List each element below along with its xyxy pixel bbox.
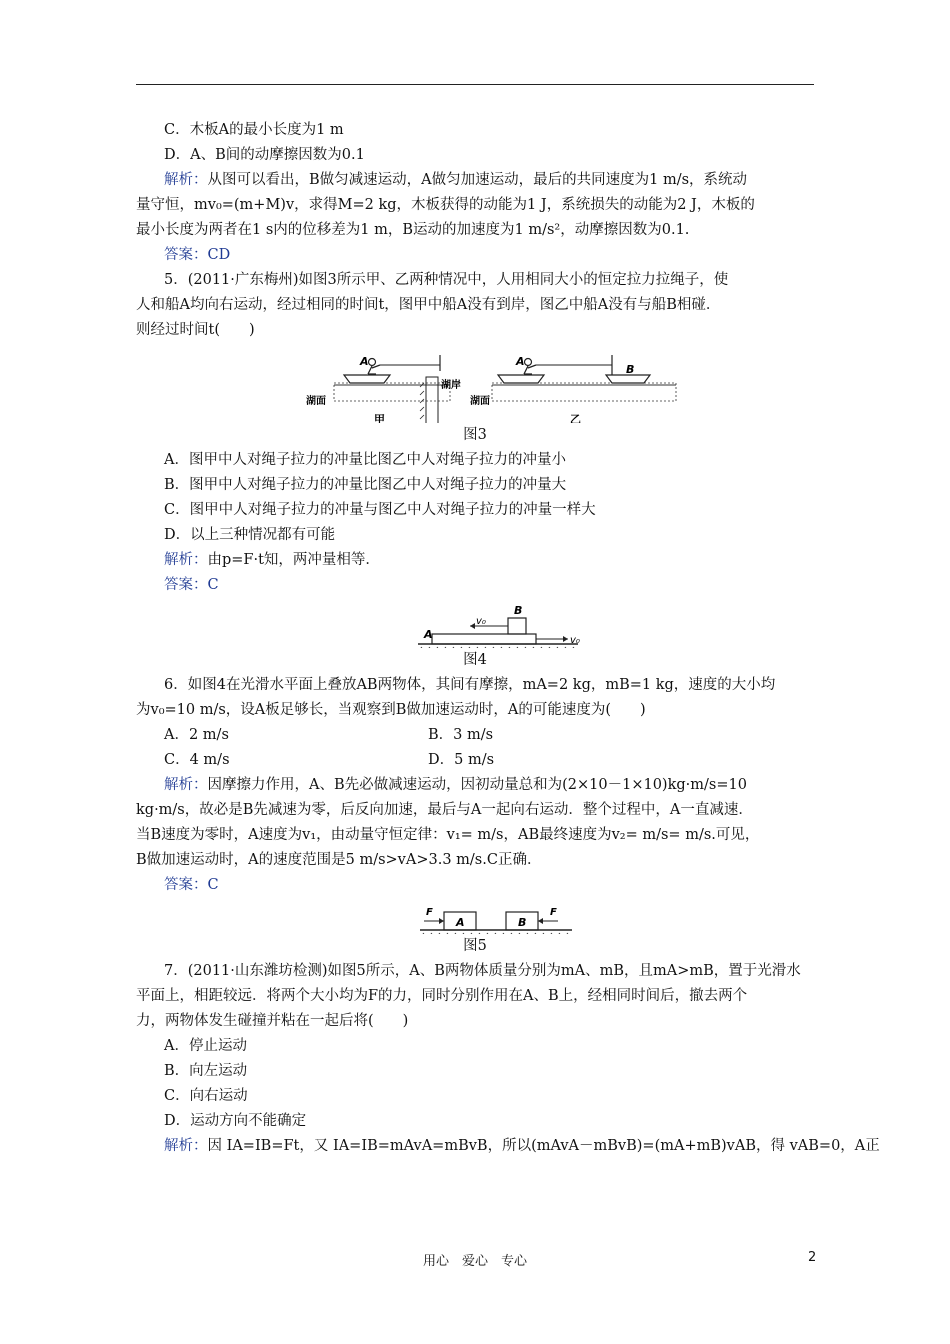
q4-option-d: D．A、B间的动摩擦因数为0.1 xyxy=(164,147,365,163)
q5-stem-line-1: 5．(2011·广东梅州)如图3所示甲、乙两种情况中，人用相同大小的恒定拉力拉绳子，使 xyxy=(164,272,729,288)
label-shore: 湖岸 xyxy=(441,380,461,391)
label-a-yi: A xyxy=(516,355,525,368)
figure-5 xyxy=(136,898,814,934)
figure-4 xyxy=(136,598,814,648)
diagram-yi xyxy=(470,355,676,423)
q7-stem-line-2: 平面上，相距较远．将两个大小均为F的力，同时分别作用在A、B上，经相同时间后，撤去两个 xyxy=(136,988,748,1004)
fig4-label-v0-left: v₀ xyxy=(476,616,486,627)
q7-stem-line-1: 7．(2011·山东潍坊检测)如图5所示，A、B两物体质量分别为mA、mB，且mA>mB，置于光滑水 xyxy=(164,963,801,979)
person-jia xyxy=(369,359,376,366)
water-jia xyxy=(334,383,450,401)
page-content xyxy=(136,118,880,1159)
label-yi: 乙 xyxy=(570,413,581,423)
q6-options-row-2: C．4 m/s D．5 m/s xyxy=(164,752,495,768)
label-jia: 甲 xyxy=(374,413,385,423)
q5-stem-line-3: 则经过时间t( ) xyxy=(136,322,255,338)
q5-stem-line-2: 人和船A均向右运动，经过相同的时间t，图甲中船A没有到岸，图乙中船A没有与船B相碰． xyxy=(136,297,721,313)
q4-analysis-line-2: 量守恒，mv₀=(m+M)v，求得M=2 kg，木板获得的动能为1 J，系统损失的动能为2 J，木板的 xyxy=(136,197,755,213)
label-water-jia: 湖面 xyxy=(306,396,326,407)
fig4-label-b: B xyxy=(514,604,523,617)
q7-option-b: B．向左运动 xyxy=(164,1063,248,1079)
label-water-yi: 湖面 xyxy=(470,396,490,407)
figure-3-caption: 图3 xyxy=(463,427,487,443)
figure-5-caption: 图5 xyxy=(463,938,487,954)
q6-answer: 答案：C xyxy=(164,877,219,893)
board-a xyxy=(432,634,536,644)
fig5-label-b: B xyxy=(518,916,527,929)
q5-option-a: A．图甲中人对绳子拉力的冲量比图乙中人对绳子拉力的冲量小 xyxy=(164,452,566,468)
figure-5-drawing xyxy=(136,898,814,934)
q6-analysis-line-3: 当B速度为零时，A速度为v₁，由动量守恒定律：v₁= m/s，AB最终速度为v₂= m/s= m/s.可见， xyxy=(136,827,760,843)
shore xyxy=(426,377,438,423)
diagram-jia xyxy=(306,355,461,423)
figure-3-drawing xyxy=(136,343,814,423)
q7-option-d: D．运动方向不能确定 xyxy=(164,1113,307,1129)
block-b xyxy=(508,618,526,634)
q7-analysis: 解析：因 IA=IB=Ft，又 IA=IB=mAvA=mBvB，所以(mAvA－mBvB)=(mA+mB)vAB，得 vAB=0，A正 xyxy=(164,1138,880,1154)
q5-answer: 答案：C xyxy=(164,577,219,593)
q5-analysis: 解析：由p=F·t知，两冲量相等． xyxy=(164,552,380,568)
q6-analysis-line-2: kg·m/s，故必是B先减速为零，后反向加速，最后与A一起向右运动．整个过程中，A一直减速． xyxy=(136,802,753,818)
label-b-yi: B xyxy=(626,363,635,376)
header-rule xyxy=(136,84,814,85)
q5-option-c: C．图甲中人对绳子拉力的冲量与图乙中人对绳子拉力的冲量一样大 xyxy=(164,502,596,518)
water-yi xyxy=(492,383,676,401)
q7-option-c: C．向右运动 xyxy=(164,1088,248,1104)
label-a-jia: A xyxy=(360,355,369,368)
analysis-label: 解析： xyxy=(164,172,208,188)
q5-option-b: B．图甲中人对绳子拉力的冲量比图乙中人对绳子拉力的冲量大 xyxy=(164,477,567,493)
q6-analysis-line-1: 解析：因摩擦力作用，A、B先必做减速运动，因初动量总和为(2×10－1×10)kg·m/s=10 xyxy=(164,777,747,793)
boat-a-jia xyxy=(344,375,390,383)
figure-3 xyxy=(136,343,814,423)
q6-analysis-line-4: B做加速运动时，A的速度范围是5 m/s>vA>3.3 m/s.C正确． xyxy=(136,852,542,868)
q4-analysis-line-3: 最小长度为两者在1 s内的位移差为1 m，B运动的加速度为1 m/s²，动摩擦因数为0.1. xyxy=(136,222,690,238)
q7-option-a: A．停止运动 xyxy=(164,1038,247,1054)
fig4-label-a: A xyxy=(424,628,433,641)
q6-stem-line-2: 为v₀=10 m/s，设A板足够长，当观察到B做加速运动时，A的可能速度为( ) xyxy=(136,702,646,718)
q6-stem-line-1: 6．如图4在光滑水平面上叠放AB两物体，其间有摩擦，mA=2 kg，mB=1 kg，速度的大小均 xyxy=(164,677,776,693)
figure-4-caption: 图4 xyxy=(463,652,487,668)
fig5-label-f-left: F xyxy=(426,907,433,918)
figure-4-drawing xyxy=(136,598,814,648)
fig5-label-a: A xyxy=(456,916,465,929)
fig4-label-v0-right: v₀ xyxy=(570,635,580,646)
person-yi xyxy=(525,359,532,366)
q6-options-row-1: A．2 m/s B．3 m/s xyxy=(164,727,494,743)
page-footer: 用心 爱心 专心 xyxy=(422,1254,527,1269)
boat-a-yi xyxy=(498,375,544,383)
q4-option-c: C．木板A的最小长度为1 m xyxy=(164,122,344,138)
q4-analysis-line-1: 解析：从图可以看出，B做匀减速运动，A做匀加速运动，最后的共同速度为1 m/s，系统动 xyxy=(164,172,748,188)
q4-answer: 答案：CD xyxy=(164,247,231,263)
q7-stem-line-3: 力，两物体发生碰撞并粘在一起后将( ) xyxy=(136,1013,409,1029)
q5-option-d: D．以上三种情况都有可能 xyxy=(164,527,336,543)
fig5-label-f-right: F xyxy=(550,907,557,918)
page-number: 2 xyxy=(808,1250,817,1265)
boat-b-yi xyxy=(606,375,650,383)
